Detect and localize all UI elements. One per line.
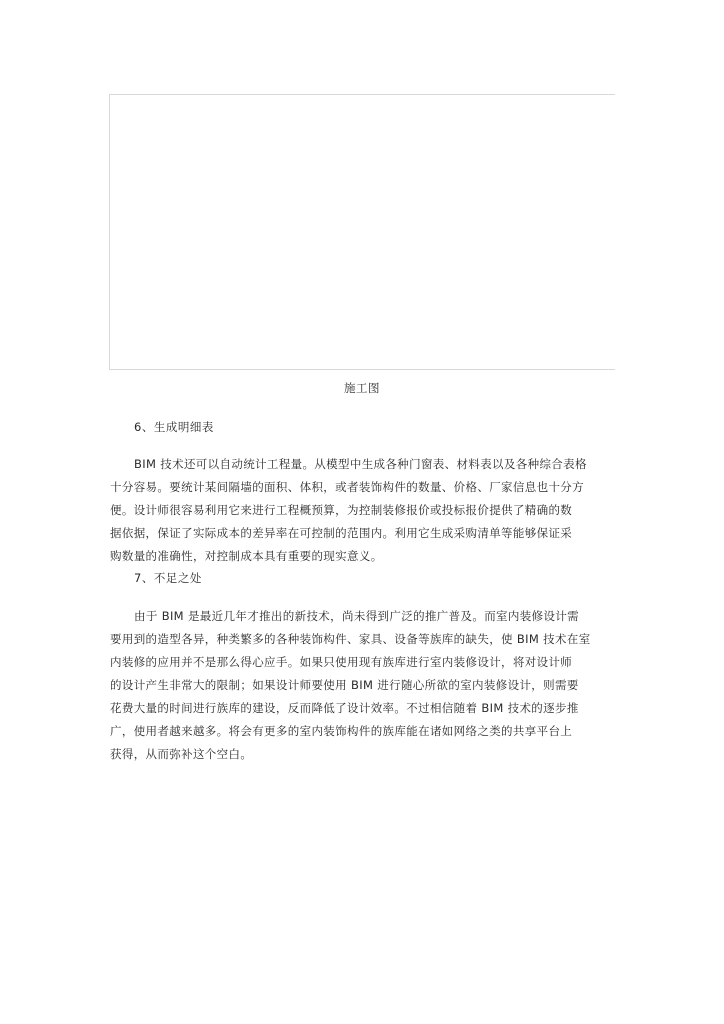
paragraph-line: 要用到的造型各异，种类繁多的各种装饰构件、家具、设备等族库的缺失，使 BIM 技术在室 xyxy=(110,632,591,646)
paragraph-line: 购数量的准确性，对控制成本具有重要的现实意义。 xyxy=(110,549,383,563)
paragraph-line: 广，使用者越来越多。将会有更多的室内装饰构件的族库能在诸如网络之类的共享平台上 xyxy=(110,724,573,738)
section-7-heading: 7、不足之处 xyxy=(134,571,202,585)
section-6-heading: 6、生成明细表 xyxy=(134,420,214,434)
section-7-paragraph xyxy=(110,605,616,766)
paragraph-line: 的设计产生非常大的限制；如果设计师要使用 BIM 进行随心所欲的室内装修设计，则需要 xyxy=(110,678,579,692)
paragraph-line: 由于 BIM 是最近几年才推出的新技术，尚未得到广泛的推广普及。而室内装修设计需 xyxy=(134,609,580,623)
paragraph-line: 便。设计师很容易利用它来进行工程概预算，为控制装修报价或投标报价提供了精确的数 xyxy=(110,503,573,517)
figure-caption: 施工图 xyxy=(344,381,380,395)
construction-drawing-figure xyxy=(109,94,615,370)
paragraph-line: 据依据，保证了实际成本的差异率在可控制的范围内。利用它生成采购清单等能够保证采 xyxy=(110,526,573,540)
paragraph-line: 内装修的应用并不是那么得心应手。如果只使用现有族库进行室内装修设计，将对设计师 xyxy=(110,655,573,669)
paragraph-line: BIM 技术还可以自动统计工程量。从模型中生成各种门窗表、材料表以及各种综合表格 xyxy=(134,457,587,471)
section-6-paragraph xyxy=(110,453,616,568)
paragraph-line: 十分容易。要统计某间隔墙的面积、体积，或者装饰构件的数量、价格、厂家信息也十分方 xyxy=(110,480,584,494)
paragraph-line: 花费大量的时间进行族库的建设，反而降低了设计效率。不过相信随着 BIM 技术的逐步推 xyxy=(110,701,579,715)
paragraph-line: 获得，从而弥补这个空白。 xyxy=(110,747,253,761)
